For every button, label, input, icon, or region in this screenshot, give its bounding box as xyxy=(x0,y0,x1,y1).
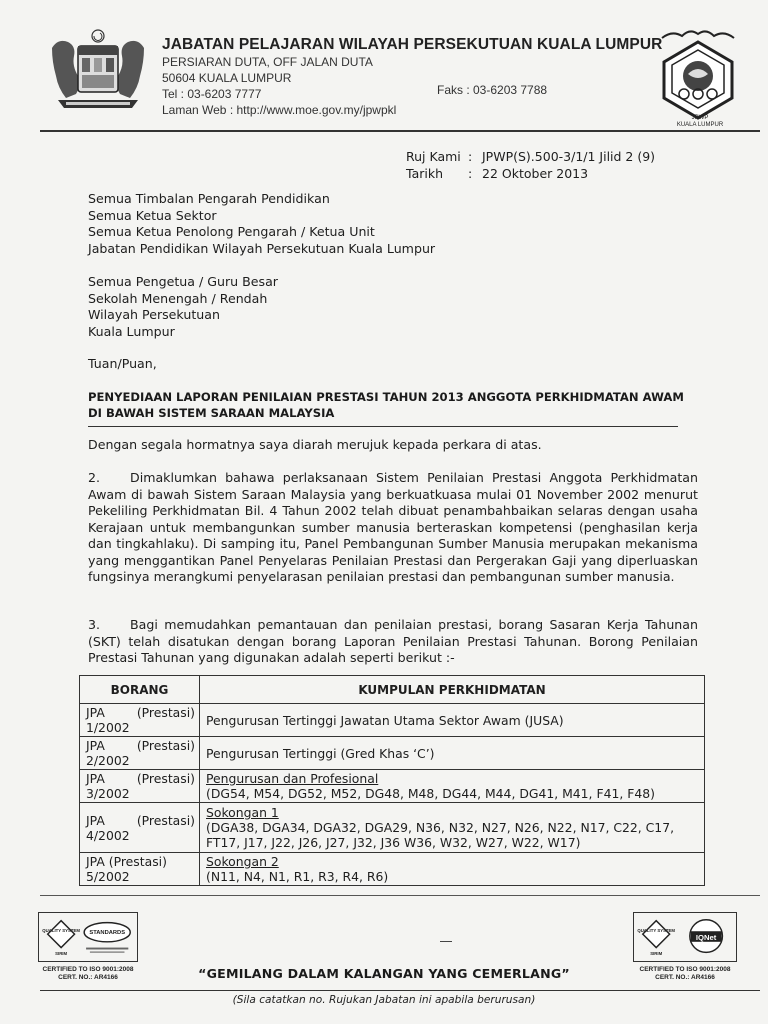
form-cell: JPA (Prestasi) 1/2002 xyxy=(80,704,200,737)
group-cell: Sokongan 1 (DGA38, DGA34, DGA32, DGA29, N36, N32, N27, N26, N22, N17, C22, C17, FT17, J17, J22, J26, J27, J32, J36 W36, W32, W27, W22, W17) xyxy=(200,803,705,853)
group-cell: Pengurusan dan Profesional (DG54, M54, DG52, M52, DG48, M48, DG44, M44, DG41, M41, F41, F48) xyxy=(200,770,705,803)
sirim-label: SIRIM xyxy=(650,951,663,957)
paragraph-2 xyxy=(88,470,698,586)
paragraph-number: 2. xyxy=(88,470,101,485)
table-row xyxy=(80,770,705,803)
sirim-label: SIRIM xyxy=(55,951,68,957)
paragraph-3 xyxy=(88,617,698,667)
group-cell: Pengurusan Tertinggi Jawatan Utama Sektor Awam (JUSA) xyxy=(200,704,705,737)
form-cell: JPA (Prestasi) 2/2002 xyxy=(80,737,200,770)
jpwp-logo-caption: JPWP KUALA LUMPUR xyxy=(676,115,724,128)
recipient-line: Sekolah Menengah / Rendah xyxy=(88,290,268,306)
telephone: Tel : 03-6203 7777 xyxy=(162,87,262,101)
fax-number: Faks : 03-6203 7788 xyxy=(437,83,548,97)
intro-paragraph: Dengan segala hormatnya saya diarah merujuk kepada perkara di atas. xyxy=(88,437,542,452)
reference-value: JPWP(S).500-3/1/1 Jilid 2 (9) xyxy=(482,149,656,164)
reference-note: (Sila catatkan no. Rujukan Jabatan ini apabila berurusan) xyxy=(232,994,536,1006)
recipient-line: Jabatan Pendidikan Wilayah Persekutuan Kuala Lumpur xyxy=(88,240,436,256)
date-row: Tarikh : 22 Oktober 2013 xyxy=(406,166,589,181)
motto: “GEMILANG DALAM KALANGAN YANG CEMERLANG” xyxy=(198,966,570,981)
iqnet-label: IQNet xyxy=(695,932,717,942)
table-header-row xyxy=(80,676,705,704)
form-cell: JPA (Prestasi) 4/2002 xyxy=(80,803,200,853)
recipients-block-1 xyxy=(88,191,435,257)
address-line-1: PERSIARAN DUTA, OFF JALAN DUTA xyxy=(162,55,373,69)
salutation: Tuan/Puan, xyxy=(88,356,157,371)
form-cell: JPA (Prestasi) 3/2002 xyxy=(80,770,200,803)
iso-caption-right: CERTIFIED TO ISO 9001:2008 CERT. NO.: AR4166 xyxy=(639,966,731,981)
table-row xyxy=(80,704,705,737)
table-row xyxy=(80,737,705,770)
recipient-line: Wilayah Persekutuan xyxy=(88,307,220,322)
paragraph-text: Bagi memudahkan pemantauan dan penilaian prestasi, borang Sasaran Kerja Tahunan (SKT) telah disatukan dengan borang Laporan Penilaian Prestasi Tahunan. Borong Penilaian Prestasi Tahunan yang digunakan adalah seperti berikut :- xyxy=(88,617,698,665)
paragraph-text: Dimaklumkan bahawa perlaksanaan Sistem Penilaian Prestasi Anggota Perkhidmatan Awam di bawah Sistem Saraan Malaysia yang berkuatkuasa mulai 01 November 2002 menurut Pekeliling Perkhidmatan Bil. 4 Tahun 2002 telah dibuat penambahbaikan selaras dengan usaha Kerajaan untuk membangunkan sumber manusia berteraskan kompetensi (penghasilan kerja dan tingkahlaku). Di samping itu, Panel Pembangunan Sumber Manusia merupakan mekanisma yang menggantikan Panel Penyelaras Penilaian Prestasi dan Pergerakan Gaji yang diperluaskan fungsinya merangkumi penyelarasan penilaian prestasi dan pembangunan sumber manusia. xyxy=(88,470,698,584)
recipient-line: Semua Ketua Sektor xyxy=(88,207,217,223)
footer-divider-top xyxy=(40,895,760,896)
page-dash xyxy=(440,941,452,942)
iso-certification-badge-right xyxy=(633,912,737,962)
recipients-block-2 xyxy=(88,274,278,340)
standards-label: STANDARDS xyxy=(89,930,126,937)
group-cell: Sokongan 2 (N11, N4, N1, R1, R3, R4, R6) xyxy=(200,853,705,886)
reference-label: Ruj Kami xyxy=(406,149,461,164)
group-cell: Pengurusan Tertinggi (Gred Khas ‘C’) xyxy=(200,737,705,770)
column-header-borang: BORANG xyxy=(80,676,200,704)
iso-caption-left: CERTIFIED TO ISO 9001:2008 CERT. NO.: AR4166 xyxy=(42,966,134,981)
department-name: JABATAN PELAJARAN WILAYAH PERSEKUTUAN KUALA LUMPUR xyxy=(162,36,663,53)
paragraph-number: 3. xyxy=(88,617,101,632)
quality-system-label: QUALITY SYSTEM xyxy=(637,928,676,934)
recipient-line: Semua Timbalan Pengarah Pendidikan xyxy=(88,191,330,206)
iso-certification-badge-left xyxy=(38,912,138,962)
recipient-line: Semua Ketua Penolong Pengarah / Ketua Unit xyxy=(88,224,375,239)
recipient-line: Semua Pengetua / Guru Besar xyxy=(88,274,278,289)
subject-heading: PENYEDIAAN LAPORAN PENILAIAN PRESTASI TAHUN 2013 ANGGOTA PERKHIDMATAN AWAM DI BAWAH SISTEM SARAAN MALAYSIA xyxy=(88,390,684,420)
recipient-line: Kuala Lumpur xyxy=(88,323,175,339)
table-row xyxy=(80,803,705,853)
date-value: 22 Oktober 2013 xyxy=(482,166,589,181)
footer-divider xyxy=(40,990,760,991)
table-row xyxy=(80,853,705,886)
website: Laman Web : http://www.moe.gov.my/jpwpkl xyxy=(162,103,397,117)
header-divider xyxy=(40,130,760,132)
address-line-2: 50604 KUALA LUMPUR xyxy=(162,71,292,85)
letterhead xyxy=(162,36,662,118)
subject-underline xyxy=(88,426,678,427)
column-header-kumpulan: KUMPULAN PERKHIDMATAN xyxy=(200,676,705,704)
date-label: Tarikh xyxy=(406,166,443,181)
reference-block xyxy=(406,148,655,182)
form-cell: JPA (Prestasi) 5/2002 xyxy=(80,853,200,886)
quality-system-label: QUALITY SYSTEM xyxy=(42,928,80,934)
forms-table xyxy=(79,675,705,886)
malaysia-coat-of-arms-logo xyxy=(44,28,152,112)
reference-row: Ruj Kami : JPWP(S).500-3/1/1 Jilid 2 (9) xyxy=(406,149,656,164)
